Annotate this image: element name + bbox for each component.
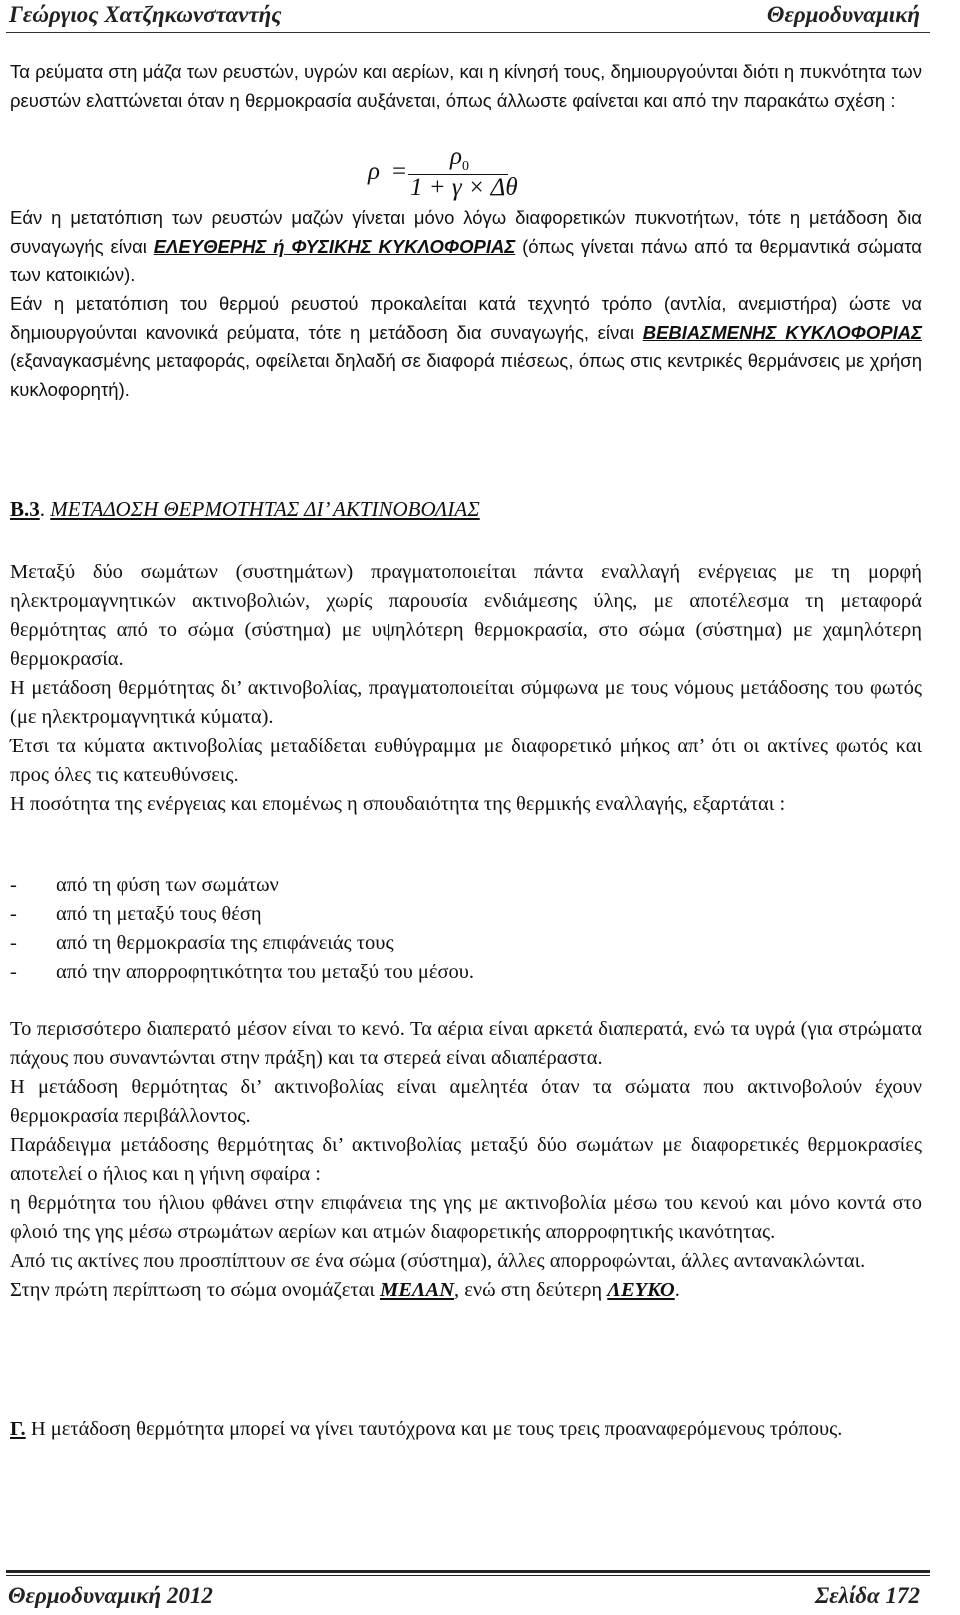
intro-paragraph-2: Εάν η μετατόπιση των ρευστών μαζών γίνεται μόνο λόγω διαφορετικών πυκνοτήτων, τότε η μετάδοση δια συναγωγής είναι ΕΛΕΥΘΕΡΗΣ ή ΦΥΣΙΚΗΣ ΚΥΚΛΟΦΟΡΙΑΣ (όπως γίνεται πάνω από τα θερμαντικά σώματα των κατοικιών). (10, 207, 922, 286)
list-item: - από τη θερμοκρασία της επιφάνειάς τους (10, 929, 922, 958)
factor-list-block (10, 871, 922, 987)
body-paragraph-8: η θερμότητα του ήλιου φθάνει στην επιφάνεια της γης με ακτινοβολία μέσω του κενού και μόνο κοντά στο φλοιό της γης μέσω στρωμάτων αερίων και ατμών διαφορετικής απορροφητικής ικανότητας. (10, 1192, 922, 1243)
section-g (10, 1415, 922, 1444)
section-title: ΜΕΤΑΔΟΣΗ ΘΕΡΜΟΤΗΤΑΣ ΔΙ’ ΑΚΤΙΝΟΒΟΛΙΑΣ (50, 497, 480, 521)
forced-circulation-term: ΒΕΒΙΑΣΜΕΝΗΣ ΚΥΚΛΟΦΟΡΙΑΣ (642, 321, 922, 343)
density-formula (368, 143, 528, 206)
header-subject: Θερμοδυναμική (766, 2, 920, 27)
list-item: - από την απορροφητικότητα του μεταξύ του μέσου. (10, 958, 922, 987)
body-paragraph-9: Από τις ακτίνες που προσπίπτουν σε ένα σώμα (σύστημα), άλλες απορροφώνται, άλλες αντανακλώνται. (10, 1250, 866, 1272)
body-paragraph-3: Έτσι τα κύματα ακτινοβολίας μεταδίδεται ευθύγραμμα με διαφορετικό μήκος απ’ ότι οι ακτίνες φωτός και προς όλες τις κατευθύνσεις. (10, 735, 922, 786)
intro-paragraph-1: Τα ρεύματα στη μάζα των ρευστών, υγρών και αερίων, και η κίνησή τους, δημιουργούνται διότι η πυκνότητα των ρευστών ελαττώνεται όταν η θερμοκρασία αυξάνεται, όπως άλλωστε φαίνεται και από την παρακάτω σχέση : (10, 61, 922, 111)
section-body (10, 558, 922, 819)
footer-left: Θερμοδυναμική 2012 (8, 1583, 213, 1608)
body-paragraph-4: Η ποσότητα της ενέργειας και επομένως η σπουδαιότητα της θερμικής εναλλαγής, εξαρτάται : (10, 793, 786, 815)
black-body-term: ΜΕΛΑΝ (379, 1279, 455, 1301)
section-number: Β.3 (10, 497, 40, 521)
section-heading: Β.3. ΜΕΤΑΔΟΣΗ ΘΕΡΜΟΤΗΤΑΣ ΔΙ’ ΑΚΤΙΝΟΒΟΛΙΑΣ (10, 497, 480, 521)
body-paragraph-1: Μεταξύ δύο σωμάτων (συστημάτων) πραγματοποιείται πάντα εναλλαγή ενέργειας με τη μορφή ηλεκτρομαγνητικών ακτινοβολιών, χωρίς παρουσία ενδιάμεσης ύλης, με αποτέλεσμα τη μεταφορά θερμότητας από το σώμα (σύστημα) με υψηλότερη θερμοκρασία, στο σώμα (σύστημα) με χαμηλότερη θερμοκρασία. (10, 561, 922, 670)
footer-page-number: Σελίδα 172 (814, 1583, 920, 1608)
body-paragraph-5: Το περισσότερο διαπερατό μέσον είναι το κενό. Τα αέρια είναι αρκετά διαπερατά, ενώ τα υγρά (για στρώματα πάχους που συναντώνται στην πράξη) και τα στερεά είναι αδιαπέραστα. (10, 1018, 922, 1069)
body-paragraph-10: Στην πρώτη περίπτωση το σώμα ονομάζεται ΜΕΛΑΝ, ενώ στη δεύτερη ΛΕΥΚΟ. (10, 1279, 680, 1301)
list-item: - από τη φύση των σωμάτων (10, 871, 922, 900)
page-header (0, 0, 960, 34)
formula-equals: = (392, 158, 407, 185)
header-rule (6, 32, 930, 33)
factor-list (10, 871, 922, 987)
white-body-term: ΛΕΥΚΟ (607, 1279, 675, 1301)
formula-lhs: ρ (368, 158, 380, 185)
body-paragraph-7: Παράδειγμα μετάδοσης θερμότητας δι’ ακτινοβολίας μεταξύ δύο σωμάτων με διαφορετικές θερμοκρασίες αποτελεί ο ήλιος και η γήινη σφαίρα : (10, 1134, 922, 1185)
list-item: - από τη μεταξύ τους θέση (10, 900, 922, 929)
intro-paragraph-3: Εάν η μετατόπιση του θερμού ρευστού προκαλείται κατά τεχνητό τρόπο (αντλία, ανεμιστήρα) ώστε να δημιουργούνται κανονικά ρεύματα, τότε η μετάδοση δια συναγωγής, είναι ΒΕΒΙΑΣΜΕΝΗΣ ΚΥΚΛΟΦΟΡΙΑΣ (εξαναγκασμένης μεταφοράς, οφείλεται δηλαδή σε διαφορά πιέσεως, όπως στις κεντρικές θερμάνσεις με χρήση κυκλοφορητή). (10, 293, 922, 400)
formula-denominator: 1 + γ × Δθ (410, 174, 518, 201)
section-body-2 (10, 1015, 922, 1305)
section-g-label: Γ. (10, 1418, 26, 1440)
free-circulation-term: ΕΛΕΥΘΕΡΗΣ ή ΦΥΣΙΚΗΣ ΚΥΚΛΟΦΟΡΙΑΣ (153, 235, 516, 257)
header-author: Γεώργιος Χατζηκωνσταντής (9, 2, 282, 27)
footer-rule-thick (6, 1570, 930, 1573)
formula-numerator: $\rho_0$ (450, 143, 469, 174)
section-g-text: Η μετάδοση θερμότητα μπορεί να γίνει ταυτόχρονα και με τους τρεις προαναφερόμενους τρόπους. (25, 1418, 843, 1440)
body-paragraph-6: Η μετάδοση θερμότητας δι’ ακτινοβολίας είναι αμελητέα όταν τα σώματα που ακτινοβολούν έχουν θερμοκρασία περιβάλλοντος. (10, 1076, 922, 1127)
body-paragraph-2: Η μετάδοση θερμότητας δι’ ακτινοβολίας, πραγματοποιείται σύμφωνα με τους νόμους μετάδοσης του φωτός (με ηλεκτρομαγνητικά κύματα). (10, 677, 922, 728)
footer-rule-thin (6, 1575, 930, 1576)
